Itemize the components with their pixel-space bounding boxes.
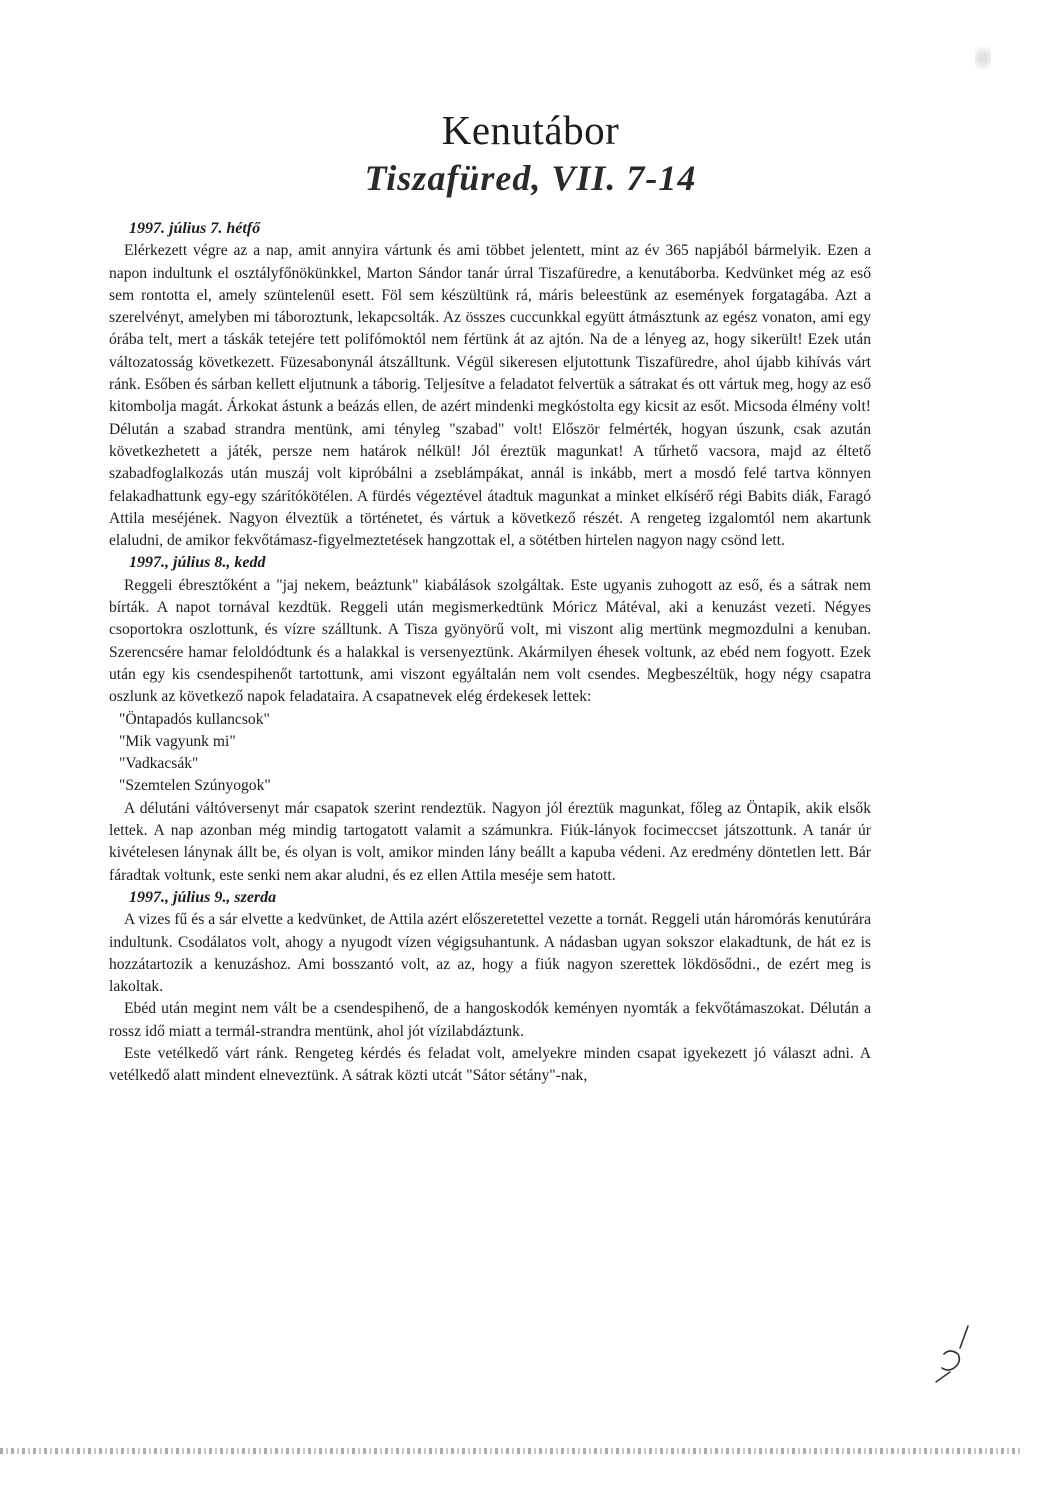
team-name: "Mik vagyunk mi" [119,732,236,750]
team-name: "Öntapadós kullancsok" [119,710,270,728]
entry-paragraph: A vizes fű és a sár elvette a kedvünket, de Attila azért előszeretettel vezette a tornát. Reggeli után háromórás kenutúrára indultunk. Csodálatos volt, ahogy a nyugodt vízen végigsuhantunk. A nádasban ugyan sokszor elakadtunk, de hát ez is hozzátartozik a kenuzáshoz. Ami bosszantó volt, az az, hogy a fiúk nagyon szerettek lökdösődni., de ezért meg is lakoltak. [109,911,871,996]
page-title: Kenutábor [441,107,620,153]
entry-date: 1997., július 8., kedd [129,554,266,572]
scan-artifact-line [0,1448,1020,1454]
scan-speck [975,38,991,78]
entry-paragraph: Ebéd után megint nem vált be a csendespihenő, de a hangoskodók keményen nyomták a fekvőtámaszokat. Délután a rossz idő miatt a termál-strandra mentünk, ahol jót vízilabdáztunk. [109,1000,871,1040]
entry-paragraph: Este vetélkedő várt ránk. Rengeteg kérdés és feladat volt, amelyekre minden csapat igyekezett jó választ adni. A vetélkedő alatt mindent elneveztünk. A sátrak közti utcát "Sátor sétány"-nak, [109,1044,871,1085]
team-name: "Szemtelen Szúnyogok" [119,777,271,795]
team-name: "Vadkacsák" [119,755,199,773]
entry-date: 1997., július 9., szerda [129,888,277,906]
page-subtitle: Tiszafüred, VII. 7-14 [364,158,697,198]
diary-body [109,218,871,1088]
entry-paragraph: A délutáni váltóversenyt már csapatok szerint rendeztük. Nagyon jól éreztük magunkat, főleg az Öntapik, akik elsők lettek. A nap azonban még mindig tartogatott valamit a számunkra. Fiúk-lányok focimeccset játszottunk. A tanár úr kivételesen lánynak állt be, és olyan is volt, amikor minden lány beállt a kapuba védeni. Az eredmény döntetlen lett. Bár fáradtak voltunk, este senki nem akar aludni, és ez ellen Attila meséje sem hatott. [109,799,871,884]
entry-date: 1997. július 7. hétfő [129,220,261,237]
entry-paragraph: Reggeli ébresztőként a "jaj nekem, beáztunk" kiabálások szolgáltak. Este ugyanis zuhogott az eső, és a sátrak nem bírták. A napot tornával kezdtük. Reggeli után megismerkedtünk Móricz Mátéval, aki a kenuzást vezeti. Négyes csoportokra oszlottunk, és vízre szálltunk. A Tisza gyönyörű volt, mi viszont alig mertünk megmozdulni a kenuban. Szerencsére hamar feloldódtunk és a halakkal is versenyeztünk. Akármilyen éhesek voltunk, az ebéd nem fogyott. Ezek után egy kis csendespihenőt tartottunk, ami viszont egyáltalán nem volt csendes. Megbeszéltük, hogy négy csapatra oszlunk az következő napok feladataira. A csapatnevek elég érdekesek lettek: [109,576,871,706]
handwritten-page-number [930,1318,980,1388]
entry-paragraph: Elérkezett végre az a nap, amit annyira vártunk és ami többet jelentett, mint az év 365 napjából bármelyik. Ezen a napon indultunk el osztályfőnökünkkel, Marton Sándor tanár úrral Tiszafüredre, a kenutáborba. Kedvünket még az eső sem rontotta el, amely szüntelenül esett. Föl sem készültünk rá, máris beleestünk az események forgatagába. Azt a szerelvényt, amelyben mi táboroztunk, lekapcsolták. Az összes cuccunkkal együtt átmásztunk az egész vonaton, ami egy órába telt, mert a táskák tetejére tett polifómoktól nem fértünk át az ajtón. Na de a lényeg az, hogy sikerült! Ezek után változatosság következett. Füzesabonynál átszálltunk. Végül sikeresen eljutottunk Tiszafüredre, ahol újabb kihívás várt ránk. Esőben és sárban kellett eljutnunk a táborig. Teljesítve a feladatot felvertük a sátrakat és ott vártuk meg, hogy az eső kitombolja magát. Árkokat ástunk a beázás ellen, de azért mindenki megkóstolta egy kicsit az esőt. Micsoda élmény volt! Délután a szabad strandra mentünk, ami tényleg "szabad" volt! Először felmérték, hogyan úszunk, csak azután következhetett a játék, persze nem határok nélkül! Jól éreztük magunkat! A tűrhető vacsora, majd az éltető szabadfoglalkozás után muszáj volt kipróbálni a zseblámpákat, annál is inkább, mert a mosdó felé tartva könnyen felakadhattunk egy-egy szárítókötélen. A fürdés végeztével átadtuk magunkat a minket elkísérő régi Babits diák, Faragó Attila meséjének. Nagyon élveztük a történetet, és vártuk a következő részét. A rengeteg izgalomtól nem akartunk elaludni, de amikor fekvőtámasz-figyelmeztetések hangzottak el, a sötétben hirtelen nagyon nagy csönd lett. [109,242,871,550]
